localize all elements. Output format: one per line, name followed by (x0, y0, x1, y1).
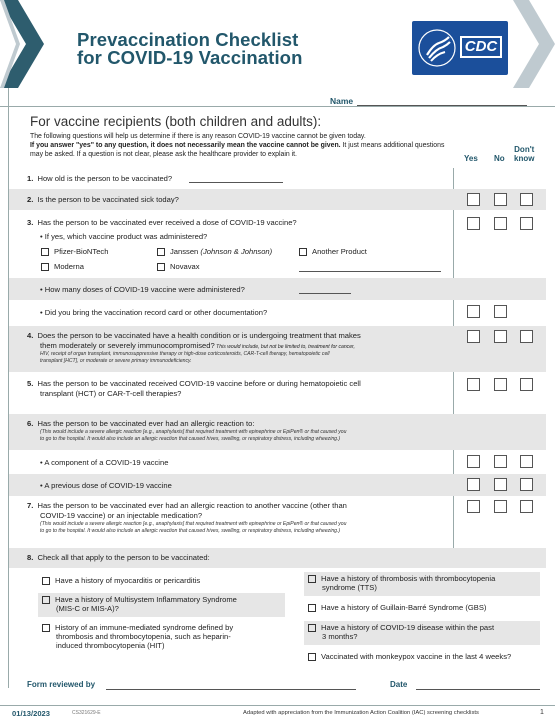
question-6b-row (9, 474, 546, 496)
doses-answer-line[interactable] (299, 293, 351, 294)
q3-no-checkbox[interactable] (494, 217, 507, 230)
form-reviewed-label: Form reviewed by (27, 680, 96, 689)
q6a-dont-know-checkbox[interactable] (520, 455, 533, 468)
q5-yes-checkbox[interactable] (467, 378, 480, 391)
col-yes-header: Yes (464, 154, 478, 163)
q7-dont-know-checkbox[interactable] (520, 500, 533, 513)
q3-dont-know-checkbox[interactable] (520, 217, 533, 230)
page-title: Prevaccination Checklist for COVID-19 Vaccination (77, 29, 303, 68)
q3-record-no-checkbox[interactable] (494, 305, 507, 318)
q8-mis-checkbox[interactable] (42, 596, 50, 604)
moderna-checkbox[interactable] (41, 263, 49, 271)
q3-yes-checkbox[interactable] (467, 217, 480, 230)
q4-yes-checkbox[interactable] (467, 330, 480, 343)
question-6a-row (9, 451, 546, 473)
header-divider (0, 106, 555, 107)
question-6: 6. Has the person to be vaccinated ever had an allergic reaction to: (27, 419, 255, 428)
question-3-sub-which: • If yes, which vaccine product was administered? (40, 232, 208, 241)
q8-gbs-checkbox[interactable] (308, 604, 316, 612)
q6a-yes-checkbox[interactable] (467, 455, 480, 468)
question-8: 8. Check all that apply to the person to be vaccinated: (27, 553, 210, 562)
question-1-row (9, 170, 546, 188)
q8-monkeypox-option[interactable]: Vaccinated with monkeypox vaccine in the last 4 weeks? (308, 652, 511, 661)
question-6-note: (This would include a severe allergic reaction [e.g., anaphylaxis] that required treatment with epinephrine or EpiPen® or that caused you to go to the hospital. It would also include an allergic reaction that caused hives, swelling, or respiratory distress, including wheezing.) (40, 429, 347, 442)
option-janssen[interactable]: Janssen (Johnson & Johnson) (157, 247, 272, 256)
left-chevron-light-decoration (0, 0, 20, 88)
footer-divider (0, 705, 555, 706)
question-1: 1. How old is the person to be vaccinated? (27, 174, 173, 183)
q6b-no-checkbox[interactable] (494, 478, 507, 491)
question-2-row (9, 189, 546, 210)
q8-gbs-option[interactable]: Have a history of Guillain-Barré Syndrome (GBS) (308, 603, 486, 612)
question-8-row (9, 548, 546, 568)
question-3-row (9, 213, 546, 277)
q8-covid-checkbox[interactable] (308, 624, 316, 632)
date-label: Date (390, 680, 408, 689)
document-code: CS321629-E (72, 710, 101, 716)
q8-tts-option[interactable]: Have a history of thrombosis with thrombocytopenia syndrome (TTS) (308, 574, 495, 592)
cdc-logo (412, 21, 508, 75)
document-date: 01/13/2023 (12, 709, 51, 718)
q7-yes-checkbox[interactable] (467, 500, 480, 513)
option-pfizer[interactable]: Pfizer-BioNTech (41, 247, 108, 256)
another-product-line[interactable] (299, 271, 441, 272)
right-chevron-decoration (513, 0, 555, 88)
name-line[interactable] (357, 98, 527, 106)
col-no-header: No (494, 154, 505, 163)
q8-hit-option[interactable]: History of an immune-mediated syndrome defined by thrombosis and thrombocytopenia, such as heparin- induced thrombocytopenia (HIT) (42, 623, 233, 650)
another-product-checkbox[interactable] (299, 248, 307, 256)
question-4-note: HIV, receipt of organ transplant, immunosuppressive therapy or high-dose corticosteroids, CAR-T-cell therapy, hematopoietic cell transplant [HCT], or moderate or severe primary immunodeficiency. (40, 351, 330, 364)
novavax-checkbox[interactable] (157, 263, 165, 271)
date-line[interactable] (416, 689, 540, 690)
page-header (0, 0, 555, 88)
q8-tts-checkbox[interactable] (308, 575, 316, 583)
question-3-record-row (9, 301, 546, 323)
name-label: Name (330, 96, 354, 106)
q2-dont-know-checkbox[interactable] (520, 193, 533, 206)
option-moderna[interactable]: Moderna (41, 262, 84, 271)
q8-hit-checkbox[interactable] (42, 624, 50, 632)
q8-monkeypox-checkbox[interactable] (308, 653, 316, 661)
q3-record-yes-checkbox[interactable] (467, 305, 480, 318)
q2-yes-checkbox[interactable] (467, 193, 480, 206)
question-4: 4. Does the person to be vaccinated have a health condition or is undergoing treatment that makes them moderately or severely immunocompromised? This would include, but not be limited to, treatment for cancer, (27, 331, 361, 350)
question-3: 3. Has the person to be vaccinated ever received a dose of COVID-19 vaccine? (27, 218, 297, 227)
q8-myocarditis-checkbox[interactable] (42, 577, 50, 585)
question-3-sub-doses: • How many doses of COVID-19 vaccine were administered? (40, 285, 245, 294)
q2-no-checkbox[interactable] (494, 193, 507, 206)
q7-no-checkbox[interactable] (494, 500, 507, 513)
question-7-row (9, 497, 546, 545)
q8-myocarditis-option[interactable]: Have a history of myocarditis or pericarditis (42, 576, 200, 585)
q4-dont-know-checkbox[interactable] (520, 330, 533, 343)
footer-credit: Adapted with appreciation from the Immunization Action Coalition (IAC) screening checklists (243, 710, 479, 716)
question-7: 7. Has the person to be vaccinated ever had an allergic reaction to another vaccine (other than COVID-19 vaccine) or an injectable medication? (27, 501, 347, 520)
q6b-yes-checkbox[interactable] (467, 478, 480, 491)
age-answer-line[interactable] (189, 182, 283, 183)
q5-no-checkbox[interactable] (494, 378, 507, 391)
question-4-row (9, 326, 546, 372)
q4-no-checkbox[interactable] (494, 330, 507, 343)
question-5: 5. Has the person to be vaccinated received COVID-19 vaccine before or during hematopoietic cell transplant (HCT) or CAR-T-cell therapies? (27, 379, 361, 398)
q8-mis-option[interactable]: Have a history of Multisystem Inflammatory Syndrome (MIS-C or MIS-A)? (42, 595, 237, 613)
cdc-wordmark: CDC (460, 36, 502, 58)
intro-text: The following questions will help us determine if there is any reason COVID-19 vaccine cannot be given today. If you answer "yes" to any question, it does not necessarily mean the vaccine cannot be given. It just means additional questions may be asked. If a question is not clear, please ask the healthcare provider to explain it. (30, 133, 445, 158)
question-3-sub-record: • Did you bring the vaccination record card or other documentation? (40, 308, 268, 317)
q6b-dont-know-checkbox[interactable] (520, 478, 533, 491)
question-2: 2. Is the person to be vaccinated sick today? (27, 195, 179, 204)
q8-covid-option[interactable]: Have a history of COVID-19 disease within the past 3 months? (308, 623, 494, 641)
option-another-product[interactable]: Another Product (299, 247, 367, 256)
pfizer-checkbox[interactable] (41, 248, 49, 256)
q5-dont-know-checkbox[interactable] (520, 378, 533, 391)
question-6-sub-b: • A previous dose of COVID-19 vaccine (40, 481, 172, 490)
option-novavax[interactable]: Novavax (157, 262, 200, 271)
intro-heading: For vaccine recipients (both children and adults): (30, 114, 322, 129)
page-number: 1 (540, 709, 544, 716)
hhs-seal-icon (417, 27, 457, 69)
name-field[interactable] (330, 96, 527, 106)
col-dont-know-header: Don't know (514, 145, 535, 163)
question-6-row (9, 414, 546, 450)
q6a-no-checkbox[interactable] (494, 455, 507, 468)
question-7-note: (This would include a severe allergic reaction [e.g., anaphylaxis] that required treatment with epinephrine or EpiPen® or that caused you to go to the hospital. It would also include an allergic reaction that caused hives, swelling, or respiratory distress, including wheezing.) (40, 521, 347, 534)
question-3-doses-row (9, 278, 546, 300)
janssen-checkbox[interactable] (157, 248, 165, 256)
question-6-sub-a: • A component of a COVID-19 vaccine (40, 458, 169, 467)
question-5-row (9, 374, 546, 412)
form-reviewed-line[interactable] (106, 689, 356, 690)
